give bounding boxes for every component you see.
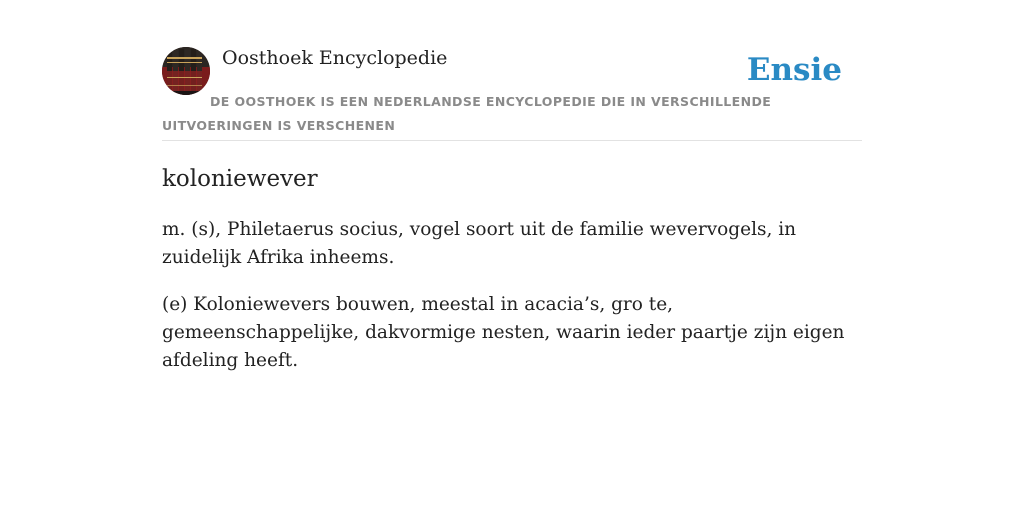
entry-paragraph: (e) Koloniewevers bouwen, meestal in acacia’s, gro te, gemeenschappelijke, dakvormige nesten, waarin ieder paartje zijn eigen afdeling heeft. — [162, 294, 845, 371]
ensie-logo-link[interactable]: Ensie — [746, 52, 842, 88]
book-spines-icon — [162, 47, 210, 95]
entry-body — [162, 216, 852, 394]
source-header — [162, 46, 862, 141]
source-tagline: DE OOSTHOEK IS EEN NEDERLANDSE ENCYCLOPEDIE DIE IN VERSCHILLENDE UITVOERINGEN IS VERSCHENEN — [162, 94, 772, 133]
entry-paragraph: m. (s), Philetaerus socius, vogel soort uit de familie wevervogels, in zuidelijk Afrika inheems. — [162, 219, 797, 268]
source-name-link[interactable]: Oosthoek Encyclopedie — [222, 47, 448, 69]
source-avatar[interactable] — [162, 47, 210, 95]
page — [162, 0, 862, 512]
entry-title: koloniewever — [162, 166, 318, 192]
